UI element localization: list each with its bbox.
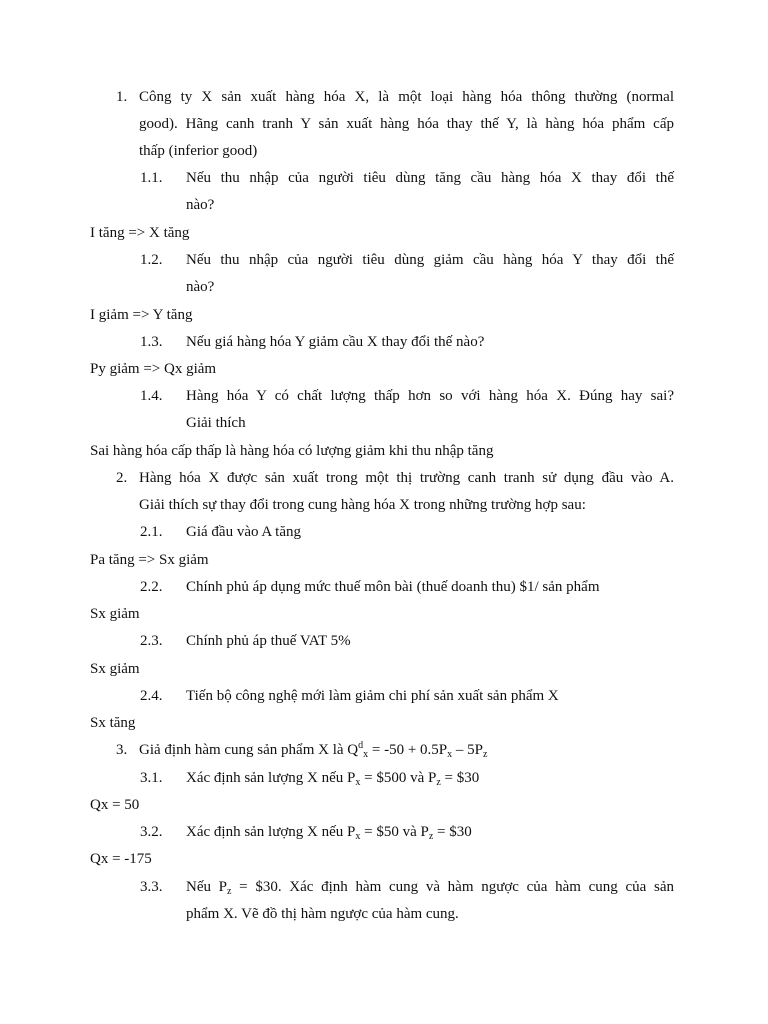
q3-eq-sub2: x — [447, 749, 453, 760]
q3-intro-line — [139, 741, 487, 759]
q1-line-2: good). Hãng canh tranh Y sản xuất hàng hóa thay thế Y, là hàng hóa phẩm cấp — [139, 116, 674, 132]
q2-3-line-1: Chính phủ áp thuế VAT 5% — [186, 633, 351, 649]
q3-2-line-1 — [186, 823, 472, 841]
q2-3-number: 2.3. — [140, 633, 163, 649]
q3-eq-sub3: z — [482, 749, 488, 760]
q1-4-line-2: Giải thích — [186, 415, 246, 431]
q3-3-pre: Nếu P — [186, 879, 228, 895]
q3-eq-rhs1: = -50 + 0.5P — [368, 742, 448, 758]
q3-1-answer: Qx = 50 — [90, 797, 140, 813]
q1-2-line-2: nào? — [186, 279, 215, 295]
q1-1-line-2: nào? — [186, 197, 215, 213]
q2-2-number: 2.2. — [140, 579, 163, 595]
q2-2-answer: Sx giảm — [90, 606, 140, 622]
q3-2-number: 3.2. — [140, 824, 163, 840]
q2-4-number: 2.4. — [140, 688, 163, 704]
q1-2-number: 1.2. — [140, 252, 163, 268]
q1-4-number: 1.4. — [140, 388, 163, 404]
q3-eq-sub: x — [363, 749, 369, 760]
q2-3-answer: Sx giảm — [90, 661, 140, 677]
q3-3-sub1: z — [227, 886, 232, 897]
q1-1-number: 1.1. — [140, 170, 163, 186]
q3-2-answer: Qx = -175 — [90, 851, 152, 867]
q3-1-number: 3.1. — [140, 770, 163, 786]
q1-2-answer: I giảm => Y tăng — [90, 307, 193, 323]
q1-3-answer: Py giảm => Qx giảm — [90, 361, 217, 377]
q1-2-line-1: Nếu thu nhập của người tiêu dùng giảm cầu hàng hóa Y thay đổi thế — [186, 252, 674, 268]
q3-number: 3. — [116, 742, 128, 758]
q3-3-line-2: phẩm X. Vẽ đồ thị hàm ngược của hàm cung. — [186, 906, 459, 922]
q3-2-pre: Xác định sản lượng X nếu P — [186, 824, 356, 840]
q2-line-1: Hàng hóa X được sản xuất trong một thị trường canh tranh sử dụng đầu vào A. — [139, 470, 674, 486]
q3-2-mid: = $50 và P — [360, 824, 429, 840]
q1-4-answer: Sai hàng hóa cấp thấp là hàng hóa có lượng giảm khi thu nhập tăng — [90, 443, 494, 459]
q3-2-post: = $30 — [433, 824, 472, 840]
q1-4-line-1: Hàng hóa Y có chất lượng thấp hơn so với hàng hóa X. Đúng hay sai? — [186, 388, 674, 404]
q1-1-line-1: Nếu thu nhập của người tiêu dùng tăng cầu hàng hóa X thay đổi thế — [186, 170, 674, 186]
q3-1-pre: Xác định sản lượng X nếu P — [186, 770, 356, 786]
q2-1-answer: Pa tăng => Sx giảm — [90, 552, 209, 568]
q2-number: 2. — [116, 470, 128, 486]
q2-1-line-1: Giá đầu vào A tăng — [186, 524, 301, 540]
q3-eq-sup: d — [358, 740, 364, 751]
q3-1-mid: = $500 và P — [360, 770, 437, 786]
q3-1-sub1: x — [355, 777, 361, 788]
q1-3-number: 1.3. — [140, 334, 163, 350]
q1-3-line-1: Nếu giá hàng hóa Y giảm cầu X thay đổi thế nào? — [186, 334, 485, 350]
q3-3-post: = $30. Xác định hàm cung và hàm ngược của hàm cung của sản — [231, 879, 674, 895]
q2-4-line-1: Tiến bộ công nghệ mới làm giảm chi phí sản xuất sản phẩm X — [186, 688, 559, 704]
q3-2-sub1: x — [355, 831, 361, 842]
q3-2-sub2: z — [428, 831, 434, 842]
q3-intro-text: Giả định hàm cung sản phẩm X là Q — [139, 742, 359, 758]
q1-number: 1. — [116, 89, 128, 105]
q2-1-number: 2.1. — [140, 524, 163, 540]
q3-1-line-1 — [186, 769, 479, 787]
q1-1-answer: I tăng => X tăng — [90, 225, 190, 241]
q3-1-post: = $30 — [440, 770, 480, 786]
q1-line-3: thấp (inferior good) — [139, 143, 258, 159]
q1-line-1: Công ty X sản xuất hàng hóa X, là một loại hàng hóa thông thường (normal — [139, 89, 674, 105]
q2-4-answer: Sx tăng — [90, 715, 136, 731]
q2-line-2: Giải thích sự thay đổi trong cung hàng hóa X trong những trường hợp sau: — [139, 497, 586, 513]
q3-eq-rhs2: – 5P — [452, 742, 483, 758]
q3-3-number: 3.3. — [140, 879, 163, 895]
q2-2-line-1: Chính phủ áp dụng mức thuế môn bài (thuế doanh thu) $1/ sản phẩm — [186, 579, 600, 595]
q3-1-sub2: z — [436, 777, 441, 788]
q3-3-line-1 — [186, 878, 674, 896]
